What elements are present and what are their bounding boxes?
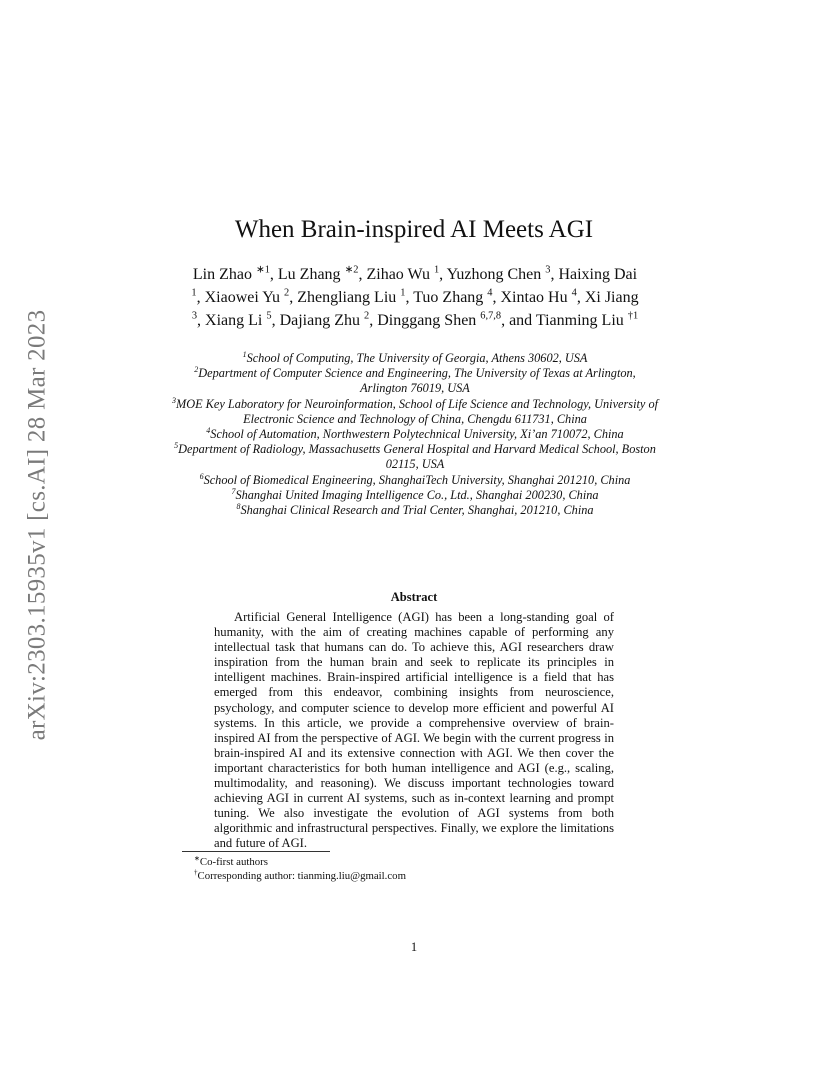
affiliation-text: School of Automation, Northwestern Polytechnical University, Xi’an 710072, China (210, 427, 624, 442)
affiliation (170, 503, 660, 518)
author-name: Xi Jiang (584, 289, 639, 306)
author-affiliation-marks: 1 (433, 264, 440, 276)
author (193, 266, 270, 283)
author-affiliation-marks: 3 (545, 264, 551, 276)
author-affiliation-marks: 6,7,8 (480, 310, 502, 322)
footnote (194, 855, 614, 869)
author-name: Haixing Dai (558, 266, 638, 283)
abstract-body: Artificial General Intelligence (AGI) has been a long-standing goal of humanity, with the aim of creating machines capable of performing any intellectual task that humans can do. To achieve this, AGI researchers draw inspiration from the human brain and seek to replicate its principles in intelligent machines. Brain-inspired artificial intelligence is a field that has emerged from this endeavor, combining insights from neuroscience, psychology, and computer science to develop more efficient and powerful AI systems. In this article, we provide a comprehensive overview of brain-inspired AI from the perspective of AGI. We begin with the current progress in brain-inspired AI and its extensive connection with AGI. We then cover the important characteristics for both human intelligence and AGI (e.g., scaling, multimodality, and reasoning). We discuss important technologies toward achieving AGI in current AI systems, such as in-context learning and prompt tuning. We also investigate the evolution of AGI systems from both algorithmic and infrastructural perspectives. Finally, we explore the limitations and future of AGI. (214, 610, 614, 851)
affiliation-number: 4 (206, 425, 211, 435)
affiliation (170, 442, 660, 472)
author-affiliation-marks: 3 (191, 310, 198, 322)
author-affiliation-marks: ∗1 (256, 264, 270, 276)
author (536, 312, 638, 329)
affiliation-number: 8 (236, 501, 241, 511)
author-affiliation-marks: 4 (487, 287, 493, 299)
affiliation-number: 7 (231, 486, 236, 496)
author (297, 289, 405, 306)
author (205, 289, 290, 306)
author-affiliation-marks: ∗2 (344, 264, 359, 276)
author-name: Zhengliang Liu (297, 289, 397, 306)
author (366, 266, 439, 283)
affiliation-number: 6 (199, 471, 204, 481)
page-number: 1 (410, 940, 418, 954)
arxiv-identifier-stamp (22, 290, 52, 760)
footnote-text: Co-first authors (199, 856, 268, 868)
affiliation-text: Department of Radiology, Massachusetts General Hospital and Harvard Medical School, Boston 02115, USA (178, 442, 656, 472)
affiliation-text: Department of Computer Science and Engineering, The University of Texas at Arlington, Arlington 76019, USA (198, 366, 636, 396)
author-name: Dajiang Zhu (279, 312, 360, 329)
abstract-heading: Abstract (390, 590, 438, 604)
author (377, 312, 501, 329)
footnote-list (194, 855, 614, 883)
affiliation (170, 427, 660, 442)
author-name: Zihao Wu (366, 266, 430, 283)
author-name: Tuo Zhang (413, 289, 484, 306)
author-affiliation-marks: 4 (571, 287, 577, 299)
author-affiliation-marks: 2 (363, 310, 370, 322)
author-affiliation-marks: 1 (400, 287, 406, 299)
affiliation-list (170, 351, 660, 518)
affiliation (170, 366, 660, 396)
affiliation-number: 5 (174, 441, 179, 451)
author-affiliation-marks: †1 (627, 310, 639, 322)
affiliation (170, 397, 660, 427)
footnote-mark: ∗ (194, 854, 200, 863)
author (413, 289, 492, 306)
author-name: Xiaowei Yu (204, 289, 280, 306)
affiliation-number: 2 (194, 365, 199, 375)
author-name: Tianming Liu (535, 312, 624, 329)
author-name: Xintao Hu (500, 289, 568, 306)
affiliation-text: MOE Key Laboratory for Neuroinformation, School of Life Science and Technology, University of Electronic Science and Technology of China, Chengdu 611731, China (175, 396, 659, 426)
author-name: Yuzhong Chen (446, 266, 542, 283)
footnote-rule (182, 851, 330, 852)
arxiv-identifier: arXiv:2303.15935v1 [cs.AI] 28 Mar 2023 (23, 309, 50, 741)
affiliation-number: 3 (171, 395, 176, 405)
affiliation (170, 351, 660, 366)
author-name: Lin Zhao (192, 266, 252, 283)
affiliation-number: 1 (242, 349, 247, 359)
affiliation-text: Shanghai United Imaging Intelligence Co., Ltd., Shanghai 200230, China (235, 487, 599, 502)
author-list: Lin Zhao $^{∗1}$, Lu Zhang $^{∗2}$, Zihao Wu $^1$, Yuzhong Chen $^3$, Haixing Dai $^1$, Xiaowei Yu $^2$, Zhengliang Liu $^1$, Tuo Zhang $^4$, Xintao Hu $^4$, Xi Jiang $^3$, Xiang Li $^5$, Dajiang Zhu $^2$, Dinggang Shen $^{6,7,8}$, and Tianming Liu $^{\dagger 1}$ (191, 264, 639, 329)
footnote-mark: † (194, 868, 198, 877)
author (278, 266, 359, 283)
author-affiliation-marks: 2 (283, 287, 290, 299)
paper-title: When Brain-inspired AI Meets AGI (234, 216, 594, 243)
author-affiliation-marks: 1 (191, 287, 197, 299)
footnote-text: Corresponding author: tianming.liu@gmail.com (197, 870, 406, 882)
author-name: Lu Zhang (277, 266, 341, 283)
affiliation-text: School of Computing, The University of Georgia, Athens 30602, USA (246, 351, 588, 365)
author-name: Dinggang Shen (377, 312, 477, 329)
affiliation (170, 488, 660, 503)
author-affiliation-marks: 5 (266, 310, 272, 322)
author (280, 312, 370, 329)
author (501, 289, 577, 306)
author (205, 312, 272, 329)
author-name: Xiang Li (205, 312, 263, 329)
footnote (194, 869, 614, 883)
affiliation-text: Shanghai Clinical Research and Trial Center, Shanghai, 201210, China (240, 503, 594, 518)
author (447, 266, 551, 283)
affiliation-text: School of Biomedical Engineering, ShanghaiTech University, Shanghai 201210, China (203, 472, 631, 487)
affiliation (170, 473, 660, 488)
